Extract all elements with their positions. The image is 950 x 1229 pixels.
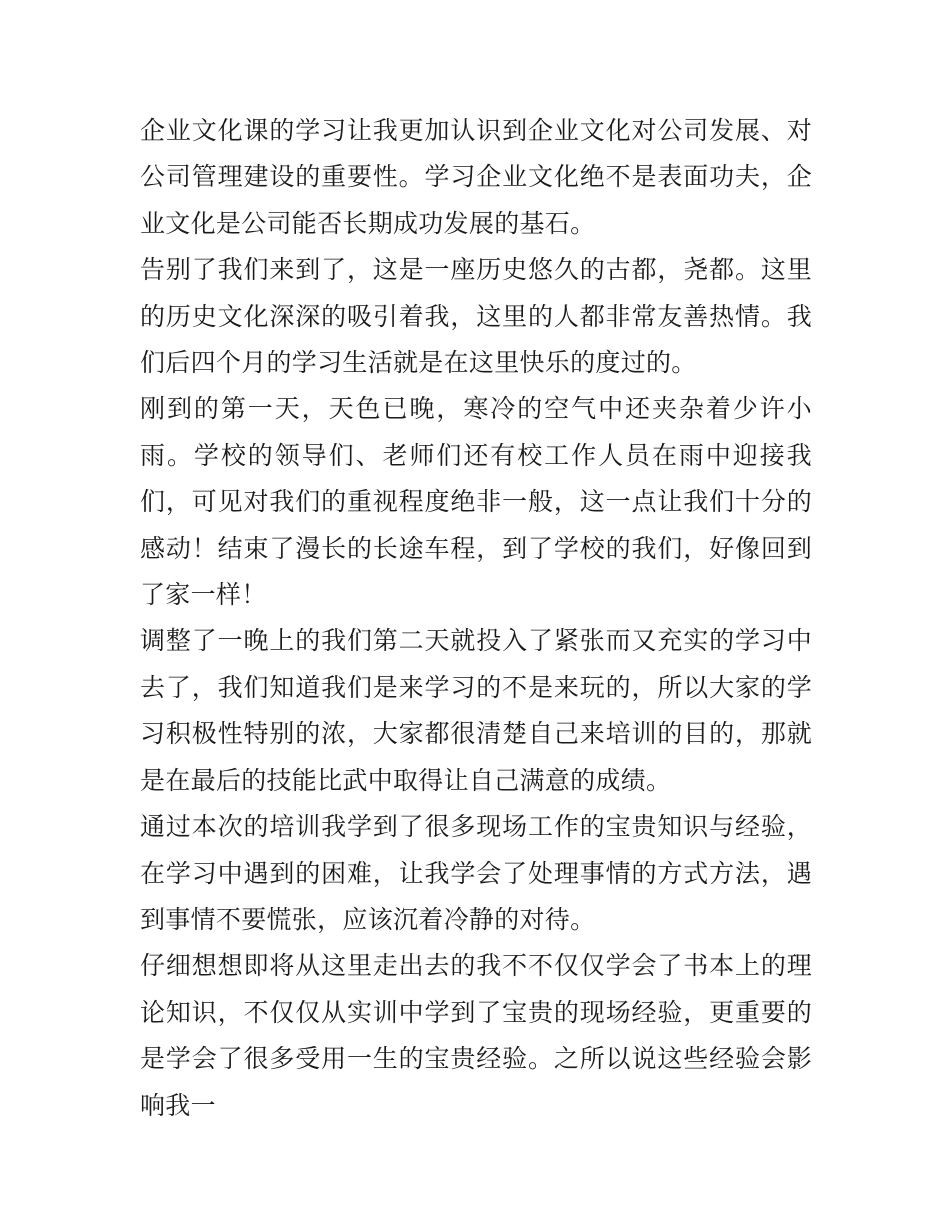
paragraph-training-gains: 通过本次的培训我学到了很多现场工作的宝贵知识与经验，在学习中遇到的困难，让我学会了处理事情的方式方法，遇到事情不要慌张，应该沉着冷静的对待。 (140, 812, 812, 934)
document-body (140, 108, 812, 1129)
paragraph-first-day: 刚到的第一天，天色已晚，寒冷的空气中还夹杂着少许小雨。学校的领导们、老师们还有校工作人员在雨中迎接我们，可见对我们的重视程度绝非一般，这一点让我们十分的感动！结束了漫长的长途车程，到了学校的我们，好像回到了家一样！ (140, 394, 812, 610)
paragraph-second-day: 调整了一晚上的我们第二天就投入了紧张而又充实的学习中去了，我们知道我们是来学习的不是来玩的，所以大家的学习积极性特别的浓，大家都很清楚自己来培训的目的，那就是在最后的技能比武中取得让自己满意的成绩。 (140, 626, 812, 795)
paragraph-ancient-capital: 告别了我们来到了，这是一座历史悠久的古都，尧都。这里的历史文化深深的吸引着我，这里的人都非常友善热情。我们后四个月的学习生活就是在这里快乐的度过的。 (140, 255, 812, 378)
paragraph-reflection: 仔细想想即将从这里走出去的我不不仅仅学会了书本上的理论知识，不仅仅从实训中学到了宝贵的现场经验，更重要的是学会了很多受用一生的宝贵经验。之所以说这些经验会影响我一 (140, 951, 812, 1120)
paragraph-corporate-culture: 企业文化课的学习让我更加认识到企业文化对公司发展、对公司管理建设的重要性。学习企业文化绝不是表面功夫，企业文化是公司能否长期成功发展的基石。 (140, 116, 812, 238)
